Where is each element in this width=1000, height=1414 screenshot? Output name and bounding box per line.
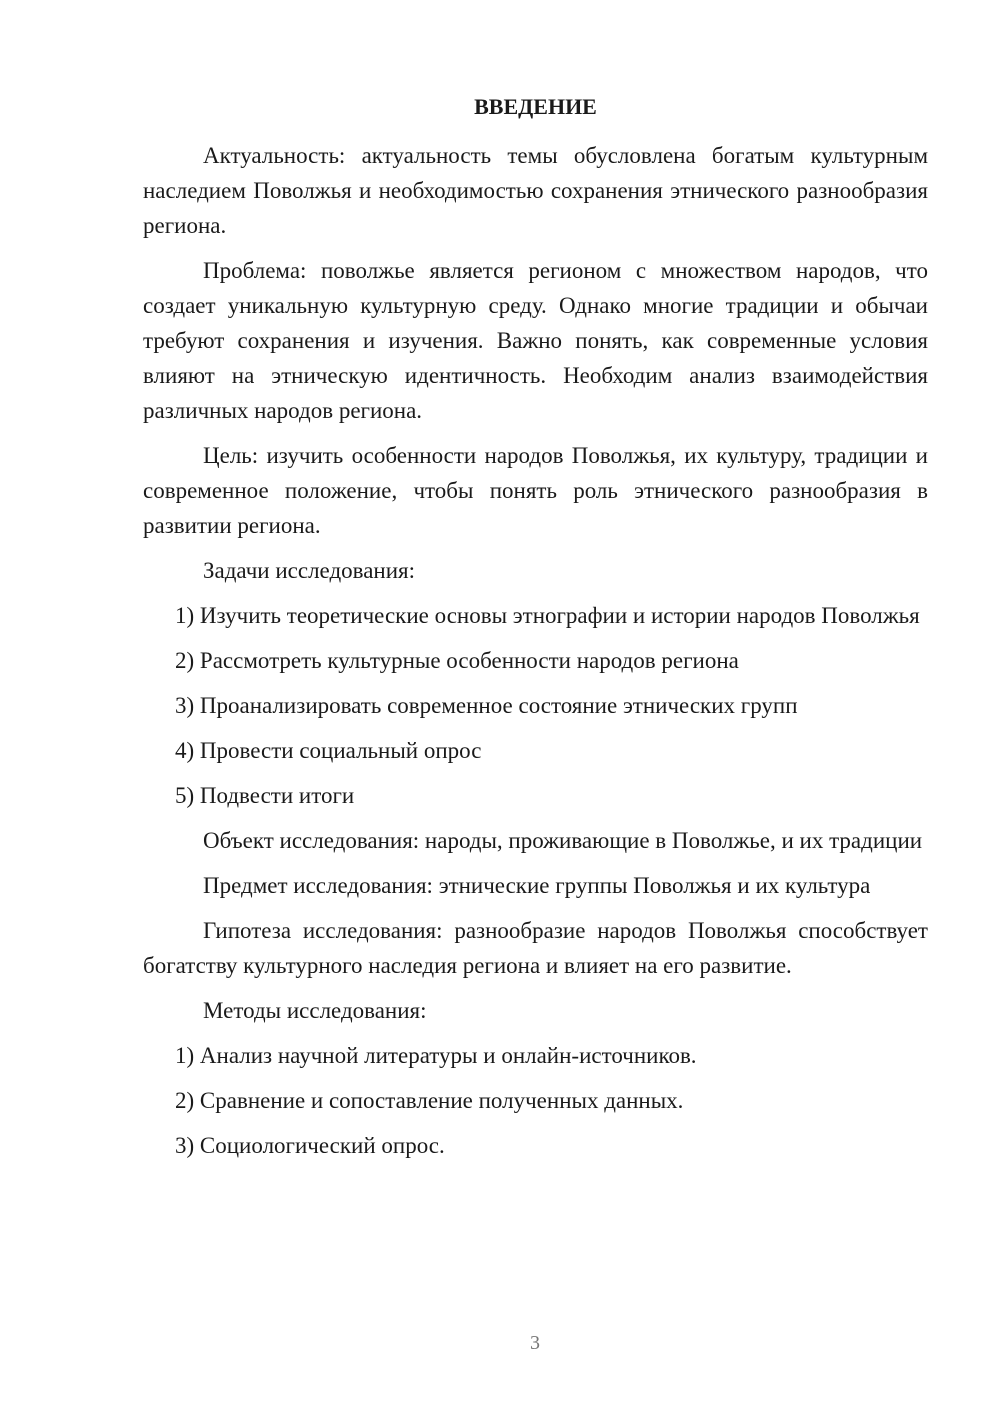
list-item: 3) Социологический опрос. xyxy=(175,1133,445,1158)
page-title: ВВЕДЕНИЕ xyxy=(474,94,597,119)
list-item: 4) Провести социальный опрос xyxy=(175,738,482,763)
list-item: 2) Сравнение и сопоставление полученных данных. xyxy=(175,1088,684,1113)
document-page xyxy=(143,92,928,1173)
object-paragraph: Объект исследования: народы, проживающие в Поволжье, и их традиции xyxy=(203,828,923,853)
goal-paragraph: Цель: изучить особенности народов Поволжья, их культуру, традиции и современное положение, чтобы понять роль этнического разнообразия в развитии региона. xyxy=(143,443,928,538)
list-item: 3) Проанализировать современное состояние этнических групп xyxy=(175,693,798,718)
methods-list xyxy=(143,1038,928,1163)
problem-paragraph: Проблема: поволжье является регионом с множеством народов, что создает уникальную культурную среду. Однако многие традиции и обычаи требуют сохранения и изучения. Важно понять, как современные условия влияют на этническую идентичность. Необходим анализ взаимодействия различных народов региона. xyxy=(143,258,928,423)
subject-paragraph: Предмет исследования: этнические группы Поволжья и их культура xyxy=(203,873,871,898)
list-item: 5) Подвести итоги xyxy=(175,783,355,808)
tasks-list xyxy=(143,598,928,813)
hypothesis-paragraph: Гипотеза исследования: разнообразие народов Поволжья способствует богатству культурного наследия региона и влияет на его развитие. xyxy=(143,918,928,978)
relevance-paragraph: Актуальность: актуальность темы обусловлена богатым культурным наследием Поволжья и необходимостью сохранения этнического разнообразия региона. xyxy=(143,143,928,238)
list-item: 1) Анализ научной литературы и онлайн-источников. xyxy=(175,1043,697,1068)
tasks-label: Задачи исследования: xyxy=(203,558,416,583)
list-item: 2) Рассмотреть культурные особенности народов региона xyxy=(175,648,739,673)
methods-label: Методы исследования: xyxy=(203,998,427,1023)
page-number: 3 xyxy=(530,1332,540,1354)
list-item: 1) Изучить теоретические основы этнографии и истории народов Поволжья xyxy=(175,603,920,628)
